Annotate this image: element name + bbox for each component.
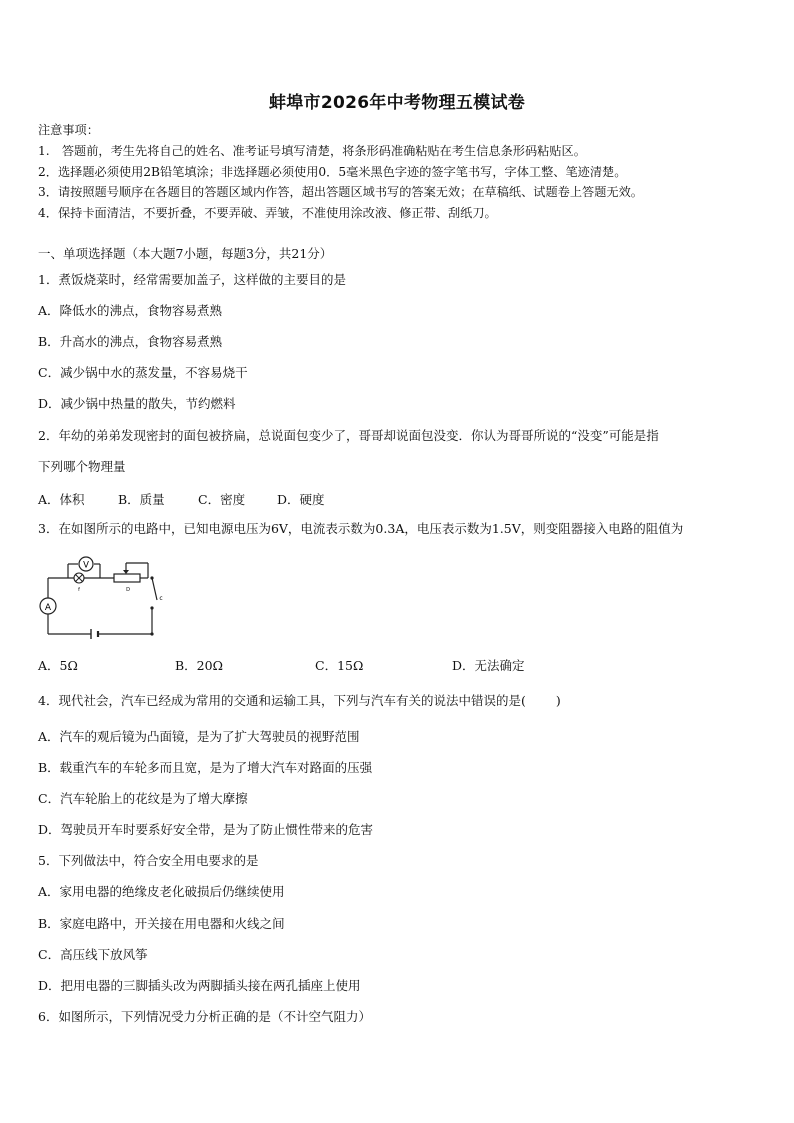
lamp-label: f — [78, 587, 80, 593]
question-2-stem: 2．年幼的弟弟发现密封的面包被挤扁，总说面包变少了，哥哥却说面包没变．你认为哥哥所说的“没变”可能是指 — [38, 428, 659, 443]
question-4-option-c: C．汽车轮胎上的花纹是为了增大摩擦 — [38, 791, 248, 806]
page-title: 蚌埠市2026年中考物理五模试卷 — [268, 93, 526, 113]
rheostat-label: D — [126, 587, 130, 593]
question-1-stem: 1．煮饭烧菜时，经常需要加盖子，这样做的主要目的是 — [38, 272, 346, 287]
question-4-paren-close: ) — [555, 693, 561, 708]
question-6-stem: 6．如图所示，下列情况受力分析正确的是（不计空气阻力） — [38, 1009, 371, 1024]
ammeter-label: A — [44, 603, 52, 613]
switch-label: c — [159, 595, 163, 602]
notice-item: 4．保持卡面清洁，不要折叠，不要弄破、弄皱，不准使用涂改液、修正带、刮纸刀。 — [38, 206, 497, 220]
question-5-option-c: C．高压线下放风筝 — [38, 947, 148, 962]
question-5-option-a: A．家用电器的绝缘皮老化破损后仍继续使用 — [38, 884, 285, 899]
question-2-stem-continued: 下列哪个物理量 — [38, 459, 126, 474]
question-4-stem-text: 4．现代社会，汽车已经成为常用的交通和运输工具，下列与汽车有关的说法中错误的是( — [38, 693, 526, 708]
question-4-option-a: A．汽车的观后镜为凸面镜，是为了扩大驾驶员的视野范围 — [38, 729, 360, 744]
notice-item: 1. 答题前，考生先将自己的姓名、准考证号填写清楚，将条形码准确粘贴在考生信息条形码粘贴区。 — [38, 144, 586, 158]
question-5-stem: 5．下列做法中，符合安全用电要求的是 — [38, 853, 259, 868]
question-3-option-b: B．20Ω — [175, 658, 223, 673]
circuit-diagram — [36, 550, 166, 642]
question-4-option-b: B．载重汽车的车轮多而且宽，是为了增大汽车对路面的压强 — [38, 760, 373, 775]
question-3-option-c: C．15Ω — [315, 658, 364, 673]
question-1-option-a: A．降低水的沸点，食物容易煮熟 — [38, 303, 223, 318]
section-heading: 一、单项选择题（本大题7小题，每题3分，共21分） — [38, 246, 333, 261]
question-4-option-d: D．驾驶员开车时要系好安全带，是为了防止惯性带来的危害 — [38, 822, 374, 837]
question-3-option-d: D．无法确定 — [452, 658, 525, 673]
notice-item: 3．请按照题号顺序在各题目的答题区域内作答，超出答题区域书写的答案无效；在草稿纸、试题卷上答题无效。 — [38, 185, 643, 199]
notice-item: 2．选择题必须使用2B铅笔填涂；非选择题必须使用0．5毫米黑色字迹的签字笔书写，字体工整、笔迹清楚。 — [38, 165, 627, 179]
question-1-option-c: C．减少锅中水的蒸发量，不容易烧干 — [38, 365, 248, 380]
question-5-option-b: B．家庭电路中，开关接在用电器和火线之间 — [38, 916, 285, 931]
question-5-option-d: D．把用电器的三脚插头改为两脚插头接在两孔插座上使用 — [38, 978, 361, 993]
question-3-option-a: A．5Ω — [38, 658, 78, 673]
question-3-stem: 3．在如图所示的电路中，已知电源电压为6V，电流表示数为0.3A，电压表示数为1.5V，则变阻器接入电路的阻值为 — [38, 521, 684, 536]
rheostat-symbol — [114, 574, 140, 582]
voltmeter-label: V — [83, 560, 89, 571]
question-2-option-a: A．体积 — [38, 492, 85, 507]
question-4-stem — [38, 693, 561, 709]
question-2-option-d: D．硬度 — [277, 492, 325, 507]
question-1-option-b: B．升高水的沸点，食物容易煮熟 — [38, 334, 223, 349]
question-2-option-c: C．密度 — [198, 492, 246, 507]
question-2-option-b: B．质量 — [118, 492, 165, 507]
notice-heading: 注意事项： — [38, 123, 99, 137]
question-1-option-d: D．减少锅中热量的散失，节约燃料 — [38, 396, 236, 411]
